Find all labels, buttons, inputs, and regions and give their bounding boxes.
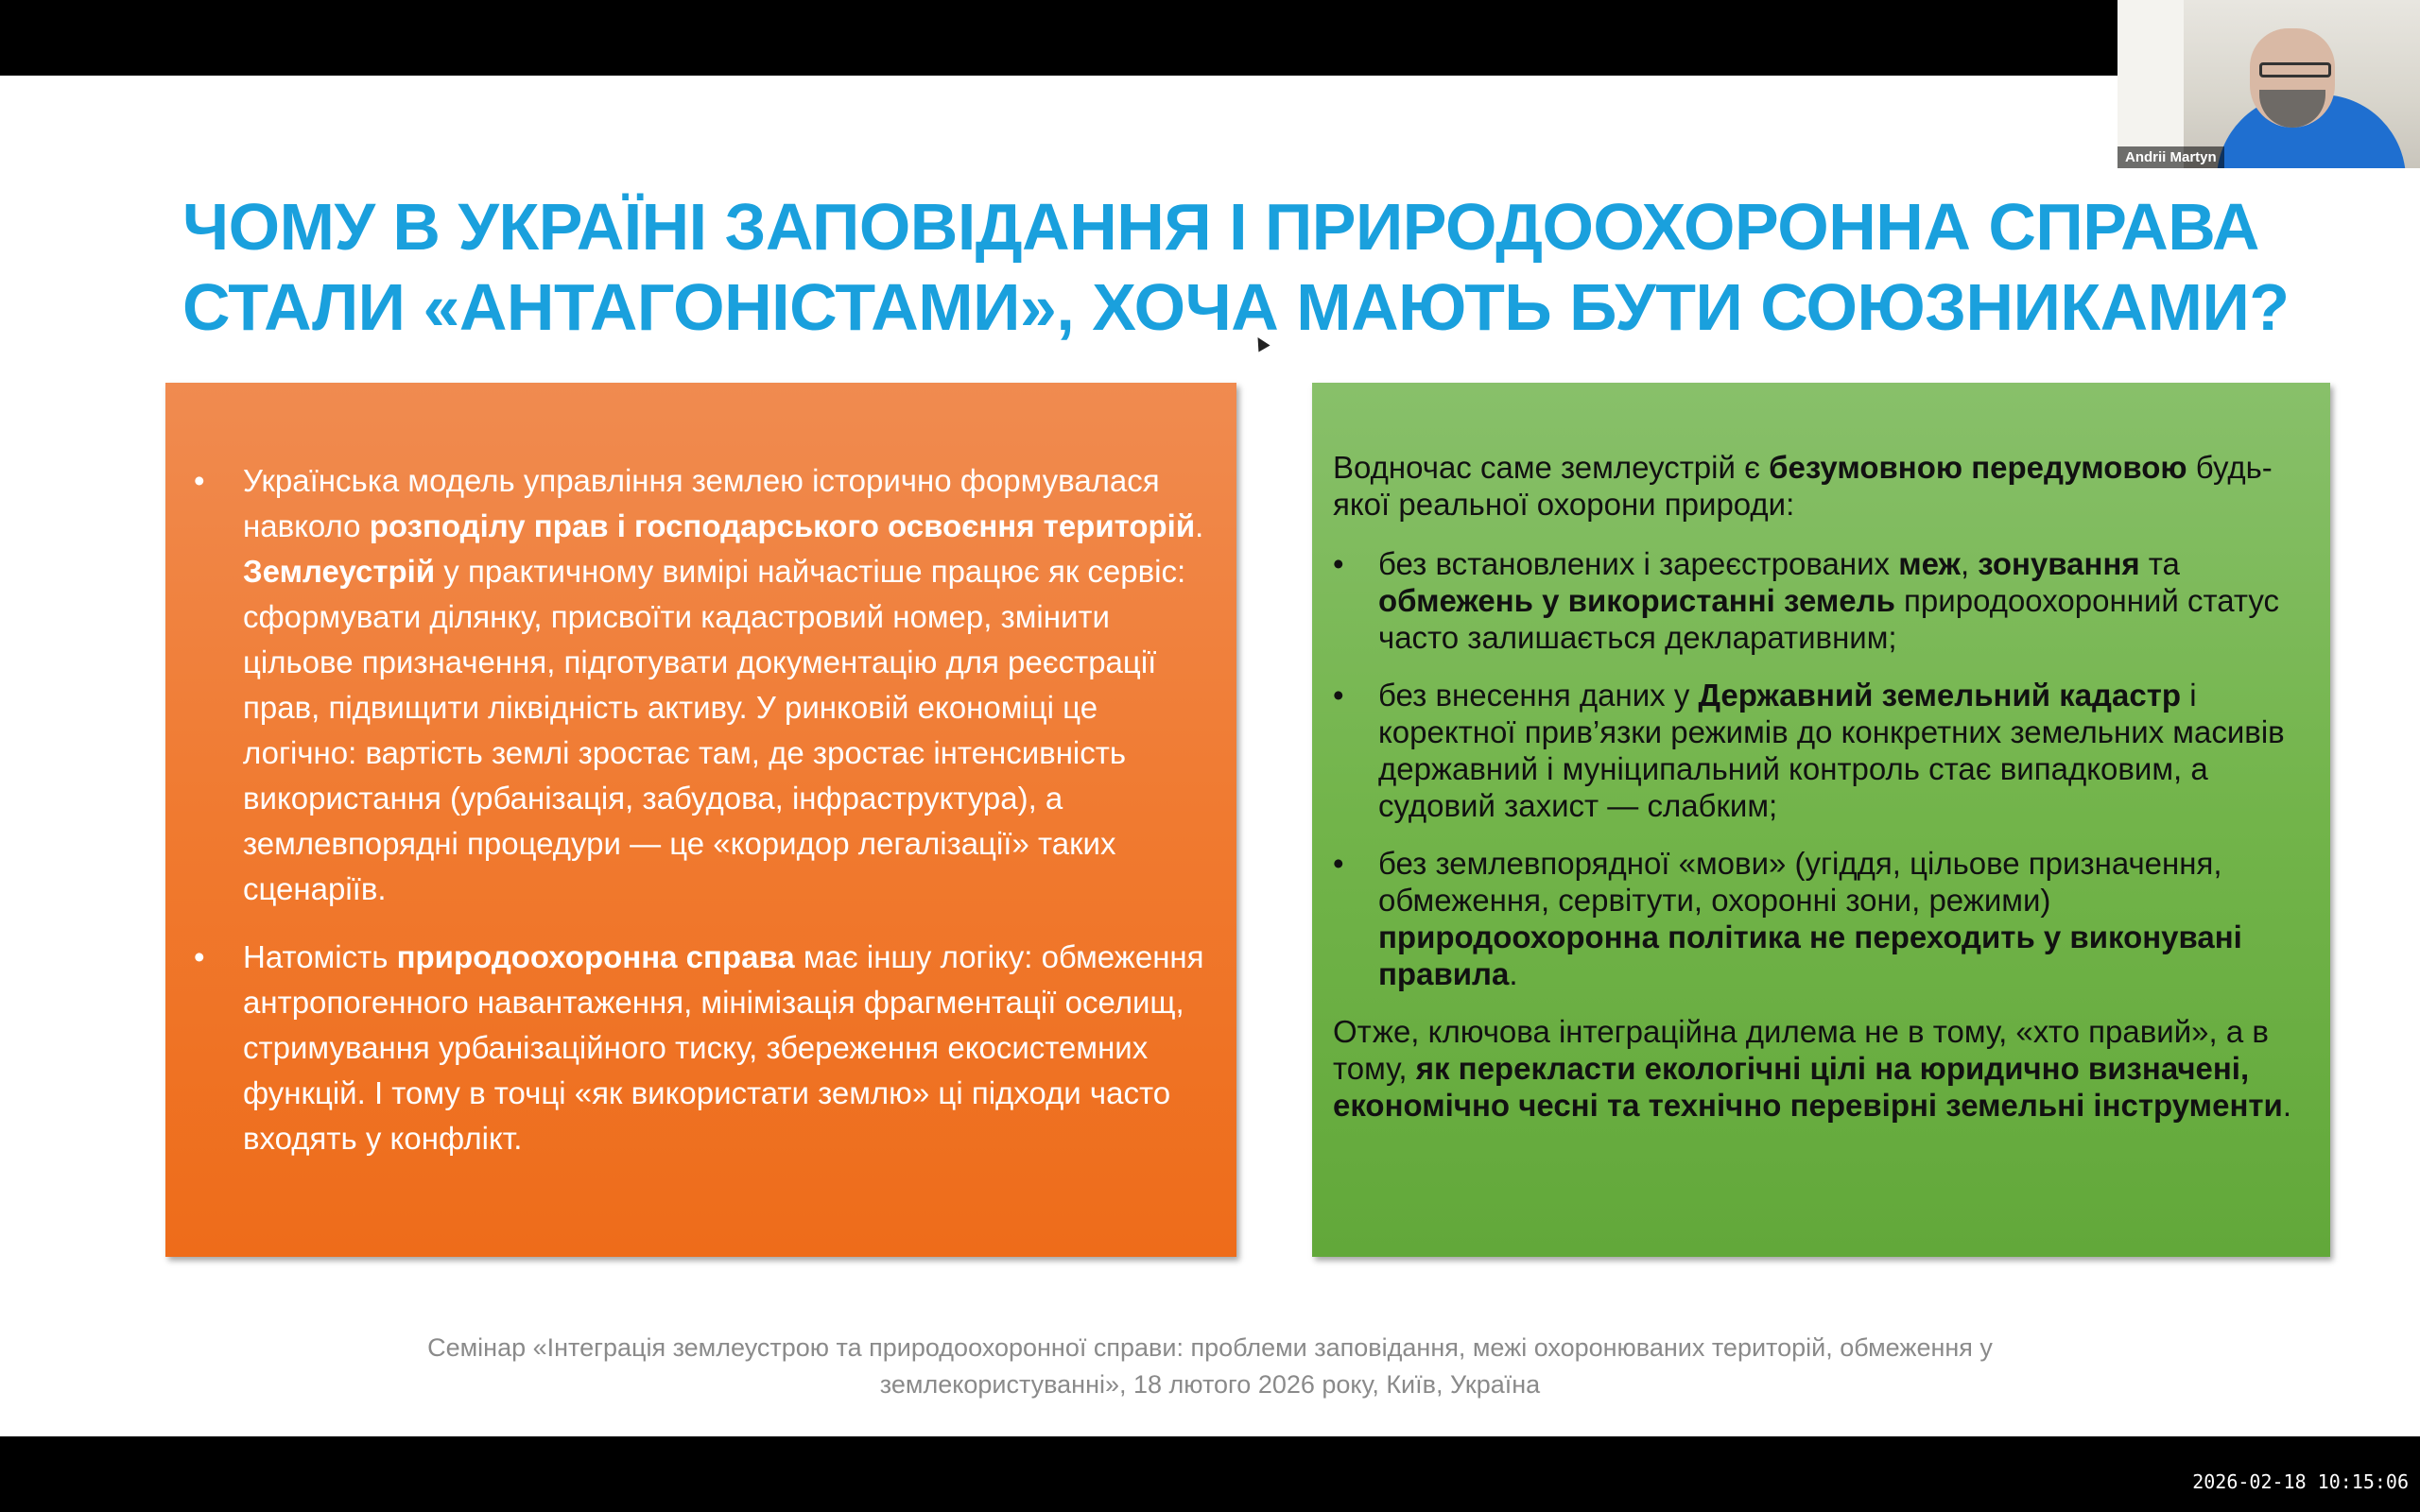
participant-video-tile[interactable] [2118,0,2420,168]
person-glasses [2259,62,2331,77]
bottom-black-bar [0,1436,2420,1512]
green-bullet-1: • без встановлених і зареєстрованих меж, зонування та обмежень у використанні земель природоохоронний статус часто залишається декларативним; [1333,545,2309,656]
orange-bullet-list [194,458,1208,1161]
recording-timestamp: 2026-02-18 10:15:06 [2192,1470,2409,1493]
green-bullet-2: • без внесення даних у Державний земельний кадастр і коректної прив’язки режимів до конкретних земельних масивів державний і муніципальний контроль стає випадковим, а судовий захист — слабким; [1333,677,2309,824]
footer-line2: землекористуванні», 18 лютого 2026 року, Київ, Україна [879,1370,1541,1399]
slide-title-line2: СТАЛИ «АНТАГОНІСТАМИ», ХОЧА МАЮТЬ БУТИ СОЮЗНИКАМИ? [182,270,2290,344]
orange-content-box [165,383,1236,1257]
green-content-box [1312,383,2330,1257]
slide-title-line1: ЧОМУ В УКРАЇНІ ЗАПОВІДАННЯ І ПРИРОДООХОРОННА СПРАВА [182,190,2259,264]
green-intro: Водночас саме землеустрій є безумовною передумовою будь-якої реальної охорони природи: [1333,450,2273,522]
orange-bullet-2: • Натомість природоохоронна справа має іншу логіку: обмеження антропогенного навантаження, мінімізація фрагментації оселищ, стримування урбанізаційного тиску, збереження екосистемних функцій. І тому в точці «як використати землю» ці підходи часто входять у конфлікт. [194,935,1208,1161]
orange-bullet-1: • Українська модель управління землею історично формувалася навколо розподілу прав і господарського освоєння територій. Землеустрій у практичному вимірі найчастіше працює як сервіс: сформувати ділянку, присвоїти кадастровий номер, змінити цільове призначення, підготувати документацію для реєстрації прав, підвищити ліквідність активу. У ринковій економіці це логічно: вартість землі зростає там, де зростає інтенсивність використання (урбанізація, забудова, інфраструктура), а землевпорядні процедури — це «коридор легалізації» таких сценаріїв. [194,458,1208,912]
participant-name-label: Andrii Martyn [2118,146,2224,168]
green-outro: Отже, ключова інтеграційна дилема не в тому, «хто правий», а в тому, як перекласти екологічні цілі на юридично визначені, економічно чесні та технічно перевірні земельні інструменти. [1333,1014,2291,1123]
slide-footer [284,1330,2136,1403]
footer-line1: Семінар «Інтеграція землеустрою та природоохоронної справи: проблеми заповідання, межі охоронюваних територій, обмеження у [427,1333,1993,1362]
background-window [2118,0,2184,168]
presentation-slide [0,76,2420,1436]
top-black-bar [0,0,2420,76]
green-bullet-list [1333,545,2309,992]
green-bullet-3: • без землевпорядної «мови» (угіддя, цільове призначення, обмеження, сервітути, охоронні зони, режими) природоохоронна політика не переходить у виконувані правила. [1333,845,2309,992]
slide-title [182,187,2319,348]
